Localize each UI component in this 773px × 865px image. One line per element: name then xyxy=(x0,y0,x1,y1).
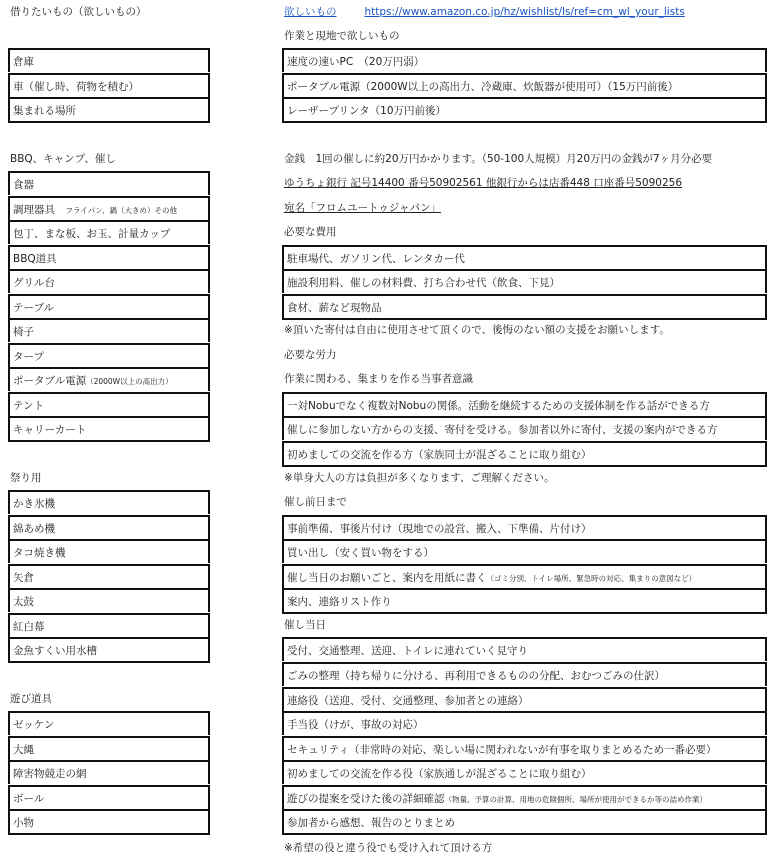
day-item: セキュリティ（非常時の対応、楽しい場に関われないが有事を取りまとめるため一番必要） xyxy=(282,736,767,760)
before-item-note: （ゴミ分別、トイレ場所、緊急時の対応、集まりの意図など） xyxy=(486,574,697,583)
bbq-item: キャリーカート xyxy=(8,416,210,442)
festival-item: かき氷機 xyxy=(8,490,210,514)
festival-item: タコ焼き機 xyxy=(8,539,210,563)
awareness-item: 初めましての交流を作る方（家族同士が混ざることに取り組む） xyxy=(282,441,767,467)
costs-title: 必要な費用 xyxy=(284,226,337,238)
before-item: 案内、連絡リスト作り xyxy=(282,588,767,614)
festival-item: 紅白幕 xyxy=(8,613,210,637)
onsite-title: 作業と現地で欲しいもの xyxy=(284,30,400,42)
onsite-item: ポータブル電源（2000W以上の高出力、冷蔵庫、炊飯器が使用可）（15万円前後） xyxy=(282,73,767,97)
wanted-title: 借りたいもの（欲しいもの） xyxy=(10,6,147,18)
day-item-note: （物量、予算の計算、用地の危険個所、場所が使用ができるか等の詰め作業） xyxy=(444,795,707,804)
play-item: ボール xyxy=(8,785,210,809)
wishlist-url-link[interactable]: https://www.amazon.co.jp/hz/wishlist/ls/ref=cm_wl_your_lists xyxy=(364,6,685,18)
bbq-item: テント xyxy=(8,392,210,416)
cost-item: 施設利用料、催しの材料費、打ち合わせ代（飲食、下見） xyxy=(282,269,767,293)
day-item: 手当役（けが、事故の対応） xyxy=(282,711,767,735)
play-item: 小物 xyxy=(8,809,210,835)
festival-item: 矢倉 xyxy=(8,564,210,588)
labor-title: 必要な労力 xyxy=(284,349,337,361)
recipient: 宛名「フロムユートゥジャパン」 xyxy=(284,202,442,214)
wanted-item: 車（催し時、荷物を積む） xyxy=(8,73,210,97)
bbq-item: 調理器具 フライパン、鍋（大きめ）その他 xyxy=(8,196,210,220)
bbq-item: BBQ道具 xyxy=(8,245,210,269)
onsite-item: レーザープリンタ（10万円前後） xyxy=(282,97,767,123)
wishlist-link[interactable]: 欲しいもの xyxy=(284,6,337,18)
festival-item: 綿あめ機 xyxy=(8,515,210,539)
single-note: ※単身大人の方は負担が多くなります、ご理解ください。 xyxy=(284,472,555,484)
before-title: 催し前日まで xyxy=(284,496,347,508)
onsite-item: 速度の速いPC （20万円弱） xyxy=(282,48,767,72)
before-item: 買い出し（安く買い物をする） xyxy=(282,539,767,563)
play-item: ゼッケン xyxy=(8,711,210,735)
bbq-item-note: フライパン、鍋（大きめ）その他 xyxy=(65,206,178,215)
bbq-item: テーブル xyxy=(8,294,210,318)
bbq-item: 包丁、まな板、お玉、計量カップ xyxy=(8,220,210,244)
wanted-item: 集まれる場所 xyxy=(8,97,210,123)
bbq-item: ポータブル電源（2000W以上の高出力） xyxy=(8,367,210,391)
before-item: 事前準備、事後片付け（現地での設営、搬入、下準備、片付け） xyxy=(282,515,767,539)
day-item: 参加者から感想、報告のとりまとめ xyxy=(282,809,767,835)
cost-item: 駐車場代、ガソリン代、レンタカー代 xyxy=(282,245,767,269)
day-title: 催し当日 xyxy=(284,619,326,631)
day-item: 初めましての交流を作る役（家族通しが混ざることに取り組む） xyxy=(282,760,767,784)
before-item: 催し当日のお願いごと、案内を用紙に書く（ゴミ分別、トイレ場所、緊急時の対応、集まりの意図など） xyxy=(282,564,767,588)
bbq-item: 食器 xyxy=(8,171,210,195)
closing-note: ※希望の役と違う役でも受け入れて頂ける方 xyxy=(284,842,493,854)
money-title: 金銭 1回の催しに約20万円かかります。（50-100人規模）月20万円の金銭が7ヶ月分必要 xyxy=(284,153,713,165)
awareness-item: 一対Nobuでなく複数対Nobuの関係。活動を継続するための支援体制を作る話ができる方 xyxy=(282,392,767,416)
play-item: 大縄 xyxy=(8,736,210,760)
play-item: 障害物競走の網 xyxy=(8,760,210,784)
day-item: ごみの整理（持ち帰りに分ける、再利用できるものの分配、おむつごみの仕訳） xyxy=(282,662,767,686)
bbq-item-note: （2000W以上の高出力） xyxy=(86,377,173,386)
day-item: 受付、交通整理、送迎、トイレに連れていく見守り xyxy=(282,637,767,661)
awareness-title: 作業に関わる、集まりを作る当事者意識 xyxy=(284,373,473,385)
bbq-item: 椅子 xyxy=(8,318,210,342)
festival-item: 太鼓 xyxy=(8,588,210,612)
cost-item: 食材、薪など現物品 xyxy=(282,294,767,320)
bank-info: ゆうちょ銀行 記号14400 番号50902561 他銀行からは店番448 口座番号5090256 xyxy=(284,177,682,189)
wanted-item: 倉庫 xyxy=(8,48,210,72)
day-item: 遊びの提案を受けた後の詳細確認（物量、予算の計算、用地の危険個所、場所が使用ができるか等の詰め作業） xyxy=(282,785,767,809)
awareness-item: 催しに参加しない方からの支援、寄付を受ける。参加者以外に寄付、支援の案内ができる方 xyxy=(282,416,767,440)
donation-note: ※頂いた寄付は自由に使用させて頂くので、後悔のない額の支援をお願いします。 xyxy=(284,324,670,336)
bbq-item: タープ xyxy=(8,343,210,367)
day-item: 連絡役（送迎、受付、交通整理、参加者との連絡） xyxy=(282,687,767,711)
play-title: 遊び道具 xyxy=(10,693,52,705)
bbq-item: グリル台 xyxy=(8,269,210,293)
bbq-title: BBQ、キャンプ、催し xyxy=(10,153,116,165)
festival-title: 祭り用 xyxy=(10,472,42,484)
festival-item: 金魚すくい用水槽 xyxy=(8,637,210,663)
wishlist-row xyxy=(282,0,767,24)
